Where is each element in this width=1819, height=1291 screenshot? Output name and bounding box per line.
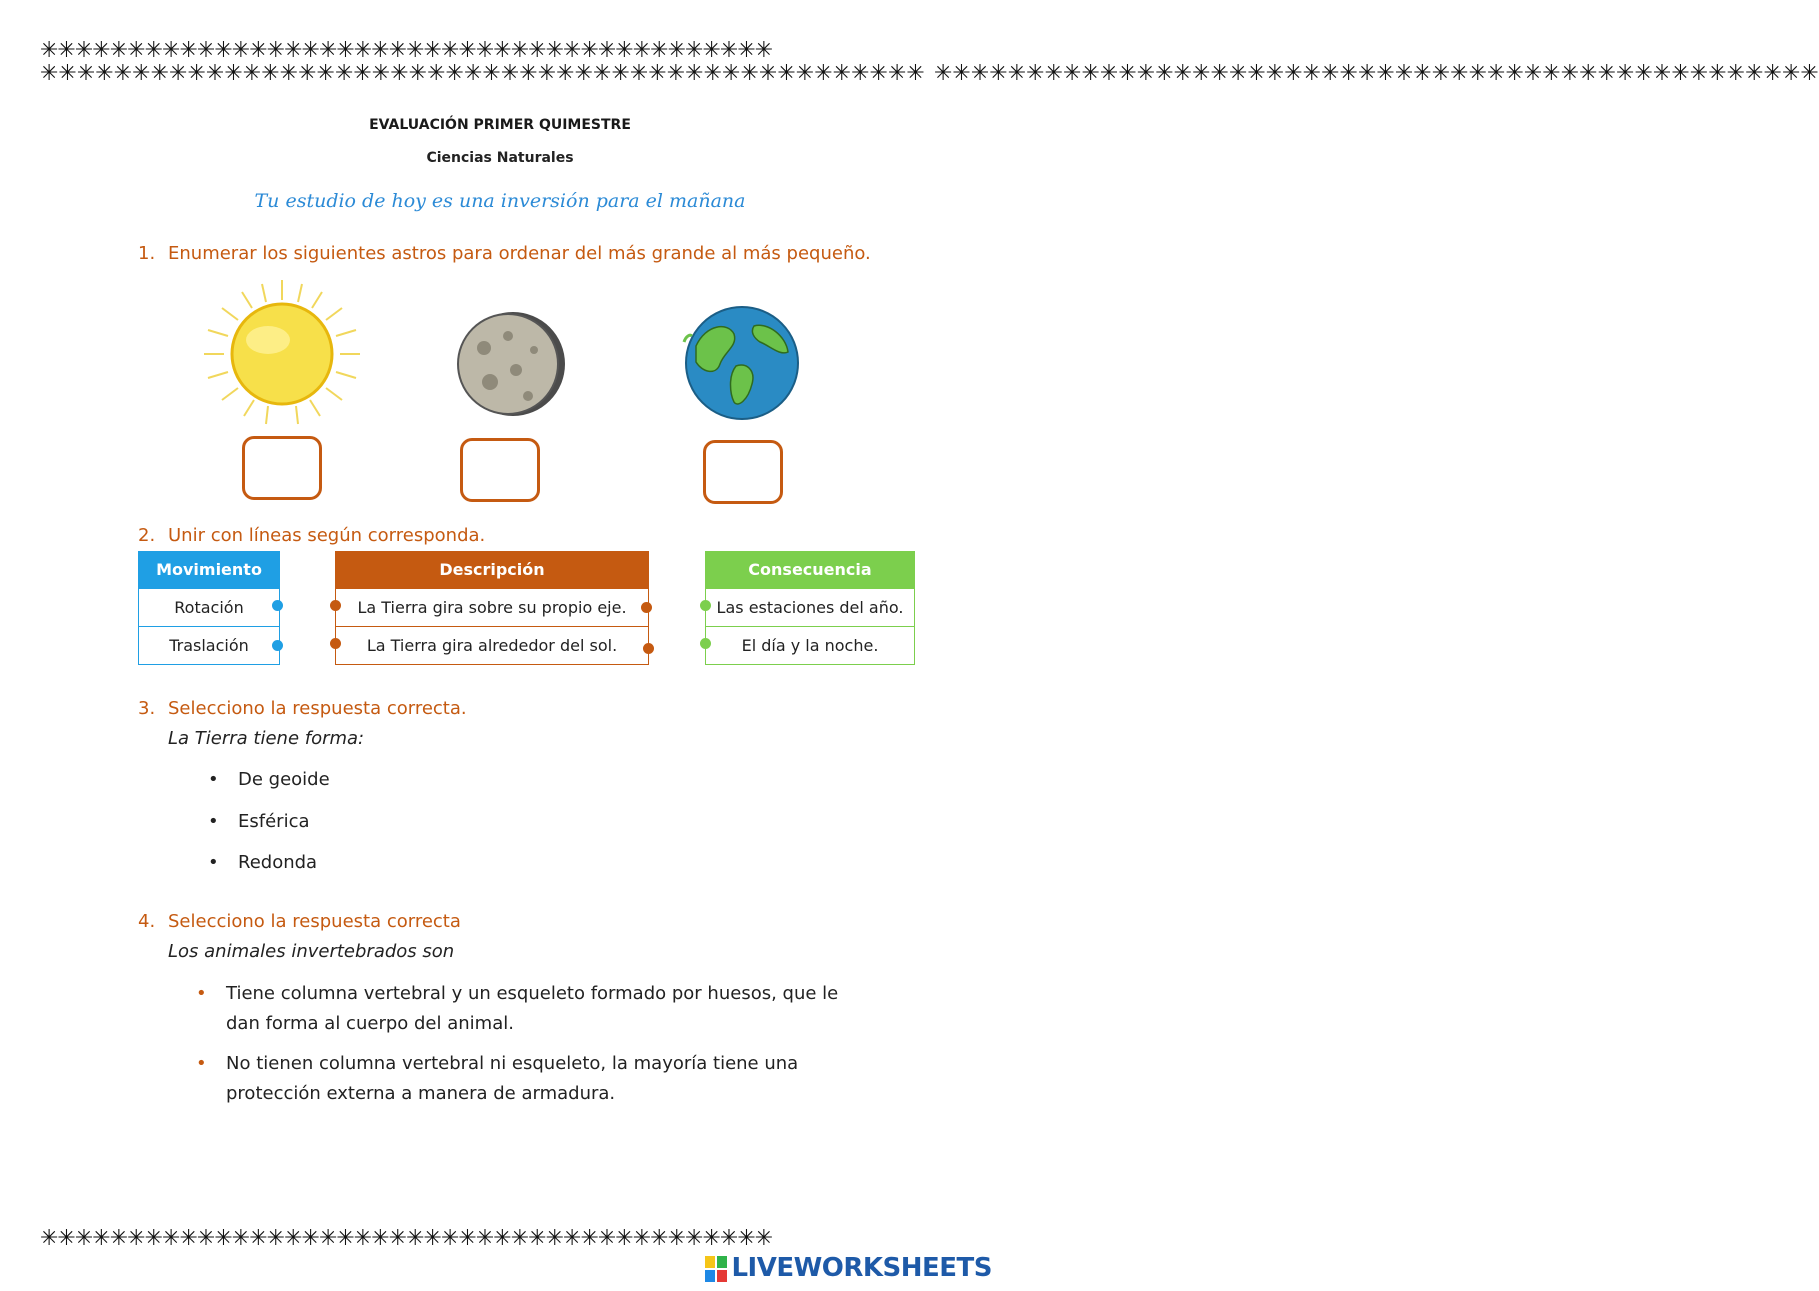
table-descripcion <box>335 551 649 665</box>
option-geoide[interactable] <box>208 769 330 790</box>
option-label: Redonda <box>238 852 318 873</box>
connect-dot-desc1-left[interactable] <box>330 600 341 611</box>
question-2 <box>138 525 485 546</box>
option-label: Esférica <box>238 811 310 832</box>
option-redonda[interactable] <box>208 852 317 873</box>
table-cell: Traslación <box>139 626 279 664</box>
option-vertebrados[interactable] <box>196 979 856 1039</box>
border-left: ✳✳✳✳✳✳✳✳✳✳✳✳✳✳✳✳✳✳✳✳✳✳✳✳✳✳✳✳✳✳✳✳✳✳✳✳✳✳✳✳✳✳✳✳✳✳✳✳ <box>40 61 925 86</box>
table-cell: Las estaciones del año. <box>706 588 914 626</box>
bullet: • <box>208 811 219 832</box>
bullet: • <box>196 1053 207 1074</box>
page-subtitle: Ciencias Naturales <box>426 150 574 166</box>
moon-icon <box>450 308 572 420</box>
question-number: 3. <box>138 698 156 719</box>
connect-dot-traslacion[interactable] <box>272 640 283 651</box>
question-3 <box>138 698 467 719</box>
option-esferica[interactable] <box>208 811 310 832</box>
liveworksheets-logo <box>705 1253 992 1283</box>
page-title: EVALUACIÓN PRIMER QUIMESTRE <box>369 117 631 133</box>
table-header: Descripción <box>336 552 648 588</box>
connect-dot-dia-noche[interactable] <box>700 638 711 649</box>
question-text: Selecciono la respuesta correcta. <box>168 698 467 719</box>
option-label: Tiene columna vertebral y un esqueleto formado por huesos, que le dan forma al cuerpo del animal. <box>226 983 839 1034</box>
sun-icon <box>202 278 362 428</box>
connect-dot-estaciones[interactable] <box>700 600 711 611</box>
border-bottom: ✳✳✳✳✳✳✳✳✳✳✳✳✳✳✳✳✳✳✳✳✳✳✳✳✳✳✳✳✳✳✳✳✳✳✳✳✳✳✳✳✳✳ <box>40 1226 773 1251</box>
connect-dot-desc2-right[interactable] <box>643 643 654 654</box>
question-text: Selecciono la respuesta correcta <box>168 911 461 932</box>
motto: Tu estudio de hoy es una inversión para el mañana <box>254 190 746 212</box>
bullet: • <box>196 983 207 1004</box>
table-header: Movimiento <box>139 552 279 588</box>
question-prompt: La Tierra tiene forma: <box>168 728 365 749</box>
question-prompt: Los animales invertebrados son <box>168 941 455 962</box>
table-cell: La Tierra gira sobre su propio eje. <box>336 588 648 626</box>
table-header: Consecuencia <box>706 552 914 588</box>
border-top: ✳✳✳✳✳✳✳✳✳✳✳✳✳✳✳✳✳✳✳✳✳✳✳✳✳✳✳✳✳✳✳✳✳✳✳✳✳✳✳✳✳✳ <box>40 38 773 63</box>
option-label: De geoide <box>238 769 330 790</box>
connect-dot-rotacion[interactable] <box>272 600 283 611</box>
question-1 <box>138 243 871 264</box>
question-number: 2. <box>138 525 156 546</box>
liveworksheets-mark-icon <box>705 1256 727 1282</box>
question-4 <box>138 911 461 932</box>
question-number: 1. <box>138 243 156 264</box>
logo-text: LIVEWORKSHEETS <box>731 1253 992 1283</box>
option-label: No tienen columna vertebral ni esqueleto, la mayoría tiene una protección externa a manera de armadura. <box>226 1053 799 1104</box>
bullet: • <box>208 769 219 790</box>
question-text: Unir con líneas según corresponda. <box>168 525 486 546</box>
table-cell: El día y la noche. <box>706 626 914 664</box>
answer-box-earth[interactable] <box>703 440 783 504</box>
question-text: Enumerar los siguientes astros para ordenar del más grande al más pequeño. <box>168 243 871 264</box>
connect-dot-desc2-left[interactable] <box>330 638 341 649</box>
table-cell: Rotación <box>139 588 279 626</box>
table-movimiento <box>138 551 280 665</box>
question-number: 4. <box>138 911 156 932</box>
answer-box-sun[interactable] <box>242 436 322 500</box>
connect-dot-desc1-right[interactable] <box>641 602 652 613</box>
option-invertebrados[interactable] <box>196 1049 856 1109</box>
table-cell: La Tierra gira alrededor del sol. <box>336 626 648 664</box>
border-right: ✳✳✳✳✳✳✳✳✳✳✳✳✳✳✳✳✳✳✳✳✳✳✳✳✳✳✳✳✳✳✳✳✳✳✳✳✳✳✳✳✳✳✳✳✳✳✳✳ <box>934 61 1819 86</box>
bullet: • <box>208 852 219 873</box>
earth-icon <box>676 306 806 420</box>
answer-box-moon[interactable] <box>460 438 540 502</box>
table-consecuencia <box>705 551 915 665</box>
